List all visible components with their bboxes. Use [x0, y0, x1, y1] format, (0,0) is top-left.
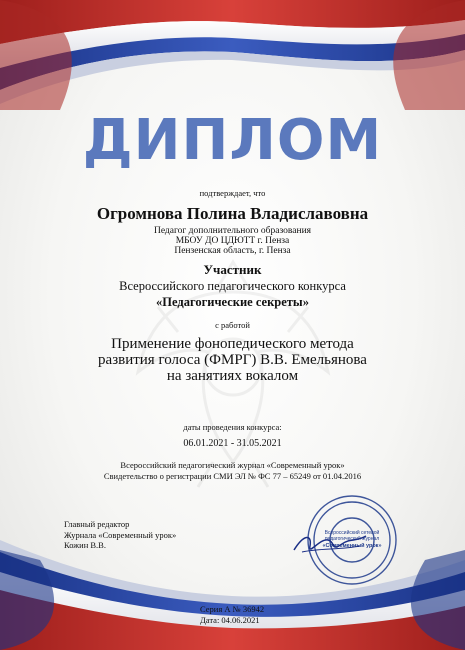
stamp-inner-mid: педагогический журнал	[324, 536, 380, 542]
recipient-organization: МБОУ ДО ЦДЮТТ г. Пенза	[175, 236, 290, 246]
diploma-title: ДИПЛОМ	[82, 108, 383, 173]
work-title-line-2: развития голоса (ФМРГ) В.В. Емельянова	[98, 352, 367, 368]
issue-date: Дата: 04.06.2021	[200, 615, 260, 625]
stamp-inner-title: «Современный урок»	[322, 543, 382, 549]
serial-block	[200, 604, 264, 626]
editor-title: Главный редактор	[64, 519, 130, 529]
contest-name: Всероссийского педагогического конкурса	[119, 279, 346, 293]
editor-name: Кожин В.В.	[64, 540, 106, 550]
participant-status: Участник	[203, 262, 262, 277]
recipient-region: Пензенская область, г. Пенза	[174, 246, 291, 256]
work-title-line-1: Применение фонопедического метода	[111, 336, 354, 352]
serial-number: Серия А № 36942	[200, 604, 265, 614]
contest-title: «Педагогические секреты»	[156, 295, 309, 309]
work-title-line-3: на занятиях вокалом	[166, 368, 299, 384]
contest-dates: 06.01.2021 - 31.05.2021	[183, 438, 282, 449]
top-ribbon-decoration	[0, 0, 465, 110]
journal-name: Всероссийский педагогический журнал «Современный урок»	[120, 460, 345, 470]
editor-journal: Журнала «Современный урок»	[64, 529, 177, 540]
stamp-inner-top: Всероссийский сетевой	[324, 530, 380, 536]
journal-registration: Свидетельство о регистрации СМИ ЭЛ № ФС 77 – 65249 от 01.04.2016	[103, 471, 362, 481]
dates-label: даты проведения конкурса:	[183, 422, 282, 432]
recipient-name: Огромнова Полина Владиславовна	[96, 204, 369, 223]
bottom-ribbon-decoration	[0, 530, 465, 650]
confirms-text: подтверждает, что	[199, 188, 266, 198]
with-work-text: с работой	[215, 320, 250, 330]
recipient-position: Педагог дополнительного образования	[153, 226, 312, 236]
